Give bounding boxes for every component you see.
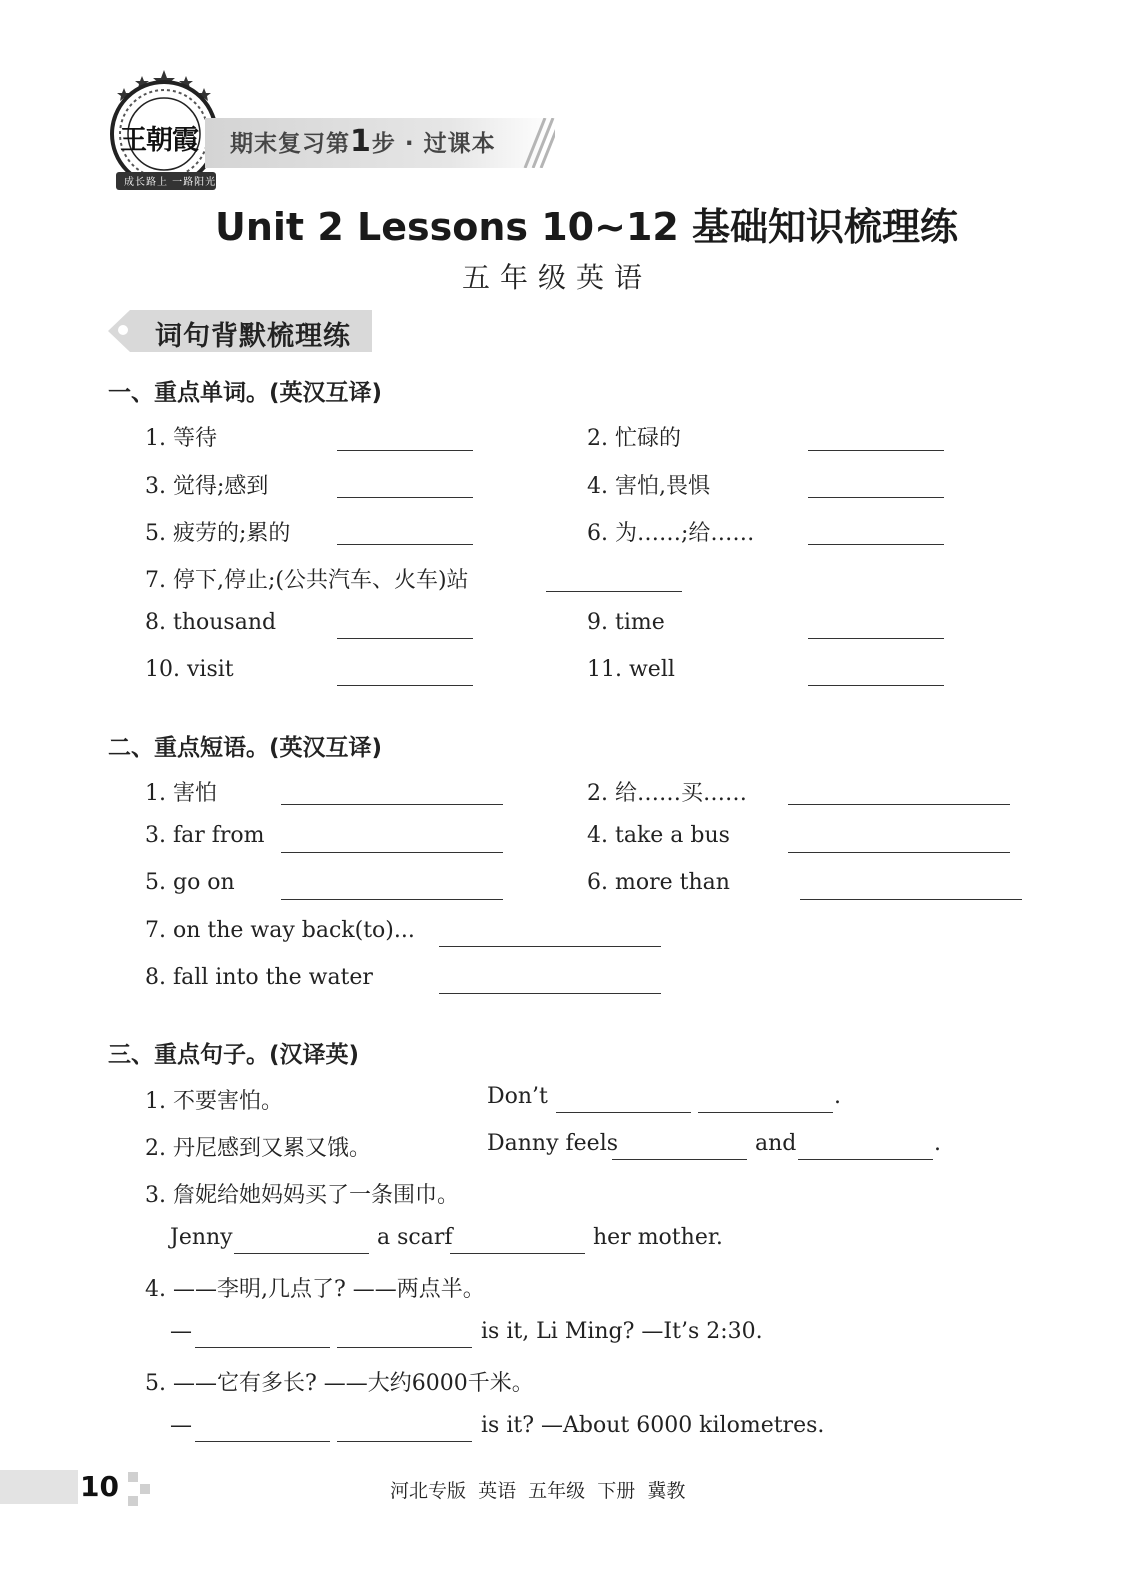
answer-blank[interactable] bbox=[450, 1253, 585, 1254]
word-item: 11. well bbox=[587, 657, 675, 682]
phrase-item: 5. go on bbox=[145, 870, 235, 895]
page-number: 10 bbox=[80, 1470, 119, 1503]
part2-heading: 二、重点短语。(英汉互译) bbox=[108, 735, 383, 761]
part1-heading: 一、重点单词。(英汉互译) bbox=[108, 380, 383, 406]
phrase-item: 2. 给……买…… bbox=[587, 781, 747, 806]
answer-blank[interactable] bbox=[281, 899, 503, 900]
answer-blank[interactable] bbox=[439, 993, 661, 994]
word-item: 6. 为……;给…… bbox=[587, 521, 755, 546]
answer-blank[interactable] bbox=[195, 1441, 330, 1442]
answer-blank[interactable] bbox=[281, 852, 503, 853]
word-item: 2. 忙碌的 bbox=[587, 426, 681, 451]
sentence-en-text: — bbox=[170, 1319, 192, 1344]
logo-brand-name: 王朝霞 bbox=[120, 125, 198, 156]
answer-blank[interactable] bbox=[800, 899, 1022, 900]
answer-blank[interactable] bbox=[808, 544, 944, 545]
sentence-cn: 5. ——它有多长? ——大约6000千米。 bbox=[145, 1371, 534, 1396]
answer-blank[interactable] bbox=[337, 1347, 472, 1348]
sentence-en-text: a scarf bbox=[377, 1225, 453, 1250]
phrase-item: 8. fall into the water bbox=[145, 965, 373, 990]
phrase-item: 4. take a bus bbox=[587, 823, 730, 848]
banner-stripes-decoration bbox=[505, 118, 555, 168]
sentence-en-text: — bbox=[170, 1413, 192, 1438]
sentence-cn: 2. 丹尼感到又累又饿。 bbox=[145, 1136, 371, 1161]
answer-blank[interactable] bbox=[337, 638, 473, 639]
sentence-en-text: Jenny bbox=[170, 1225, 233, 1250]
answer-blank[interactable] bbox=[439, 946, 661, 947]
answer-blank[interactable] bbox=[698, 1112, 833, 1113]
phrase-item: 6. more than bbox=[587, 870, 730, 895]
sentence-cn: 4. ——李明,几点了? ——两点半。 bbox=[145, 1277, 485, 1302]
answer-blank[interactable] bbox=[234, 1253, 369, 1254]
answer-blank[interactable] bbox=[337, 450, 473, 451]
footer-square-decoration bbox=[128, 1472, 138, 1482]
footer-text: 河北专版 英语 五年级 下册 冀教 bbox=[390, 1480, 686, 1502]
word-item: 4. 害怕,畏惧 bbox=[587, 474, 710, 499]
header-step-label bbox=[230, 124, 496, 159]
word-item: 3. 觉得;感到 bbox=[145, 474, 269, 499]
part3-heading: 三、重点句子。(汉译英) bbox=[108, 1042, 360, 1068]
page-title: Unit 2 Lessons 10~12 基础知识梳理练 bbox=[215, 205, 959, 249]
answer-blank[interactable] bbox=[337, 685, 473, 686]
phrase-item: 3. far from bbox=[145, 823, 265, 848]
word-item: 7. 停下,停止;(公共汽车、火车)站 bbox=[145, 568, 469, 593]
footer-square-decoration bbox=[128, 1496, 138, 1506]
phrase-item: 1. 害怕 bbox=[145, 781, 217, 806]
answer-blank[interactable] bbox=[808, 638, 944, 639]
answer-blank[interactable] bbox=[337, 497, 473, 498]
word-item: 5. 疲劳的;累的 bbox=[145, 521, 291, 546]
sentence-en-text: her mother. bbox=[593, 1225, 723, 1250]
answer-blank[interactable] bbox=[195, 1347, 330, 1348]
answer-blank[interactable] bbox=[788, 852, 1010, 853]
sentence-en-text: and bbox=[755, 1131, 797, 1156]
page-subtitle: 五年级英语 bbox=[462, 261, 653, 294]
sentence-en-text: Danny feels bbox=[487, 1131, 619, 1156]
logo-slogan: 成长路上 一路阳光 bbox=[124, 177, 217, 188]
sentence-en-text: is it, Li Ming? —It’s 2:30. bbox=[481, 1319, 763, 1344]
sentence-en-text: . bbox=[834, 1084, 841, 1109]
footer-square-decoration bbox=[140, 1484, 150, 1494]
answer-blank[interactable] bbox=[546, 591, 682, 592]
answer-blank[interactable] bbox=[808, 497, 944, 498]
sentence-cn: 1. 不要害怕。 bbox=[145, 1089, 283, 1114]
answer-blank[interactable] bbox=[788, 804, 1010, 805]
sentence-cn: 3. 詹妮给她妈妈买了一条围巾。 bbox=[145, 1183, 459, 1208]
answer-blank[interactable] bbox=[556, 1112, 691, 1113]
step-number: 1 bbox=[350, 124, 372, 159]
word-item: 9. time bbox=[587, 610, 665, 635]
sentence-en-text: . bbox=[934, 1131, 941, 1156]
answer-blank[interactable] bbox=[281, 804, 503, 805]
sentence-en-text: Don’t bbox=[487, 1084, 548, 1109]
answer-blank[interactable] bbox=[612, 1159, 747, 1160]
answer-blank[interactable] bbox=[798, 1159, 933, 1160]
answer-blank[interactable] bbox=[337, 1441, 472, 1442]
tag-hole-decoration bbox=[118, 325, 128, 335]
word-item: 1. 等待 bbox=[145, 426, 217, 451]
step-suffix: 步 · 过课本 bbox=[371, 131, 496, 157]
sentence-en-text: is it? —About 6000 kilometres. bbox=[481, 1413, 825, 1438]
step-prefix: 期末复习第 bbox=[230, 131, 350, 157]
answer-blank[interactable] bbox=[808, 685, 944, 686]
answer-blank[interactable] bbox=[337, 544, 473, 545]
word-item: 8. thousand bbox=[145, 610, 277, 635]
answer-blank[interactable] bbox=[808, 450, 944, 451]
phrase-item: 7. on the way back(to)... bbox=[145, 918, 415, 943]
word-item: 10. visit bbox=[145, 657, 234, 682]
footer-bar bbox=[0, 1470, 78, 1504]
section-tag-label: 词句背默梳理练 bbox=[155, 321, 351, 352]
